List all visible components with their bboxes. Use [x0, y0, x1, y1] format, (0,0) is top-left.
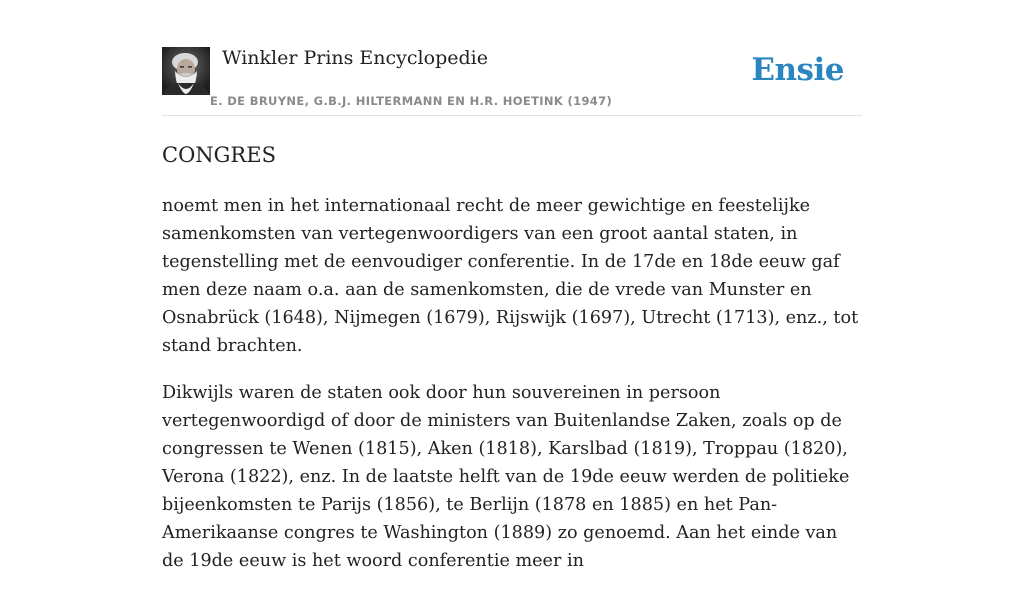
publication-header — [162, 46, 862, 116]
article-paragraph: Dikwijls waren de staten ook door hun souvereinen in persoon vertegenwoordigd of door de ministers van Buitenlandse Zaken, zoals op de congressen te Wenen (1815), Aken (1818), Karslbad (1819), Troppau (1820), Verona (1822), enz. In de laatste helft van de 19de eeuw werden de politieke bijeenkomsten te Parijs (1856), te Berlijn (1878 en 1885) en het Pan-Amerikaanse congres te Washington (1889) zo genoemd. Aan het einde van de 19de eeuw is het woord conferentie meer in — [162, 383, 850, 571]
article-body — [162, 192, 862, 594]
publication-title[interactable]: Winkler Prins Encyclopedie — [222, 47, 488, 69]
author-portrait-icon — [162, 47, 210, 95]
article-paragraph: noemt men in het internationaal recht de meer gewichtige en feestelijke samenkomsten van vertegenwoordigers van een groot aantal staten, in tegenstelling met de eenvoudiger conferentie. In de 17de en 18de eeuw gaf men deze naam o.a. aan de samenkomsten, die de vrede van Munster en Osnabrück (1648), Nijmegen (1679), Rijswijk (1697), Utrecht (1713), enz., tot stand brachten. — [162, 196, 859, 356]
publication-authors: E. DE BRUYNE, G.B.J. HILTERMANN EN H.R. HOETINK (1947) — [210, 94, 613, 108]
article-headword: CONGRES — [162, 143, 276, 167]
author-avatar[interactable] — [162, 47, 210, 95]
ensie-logo-link[interactable]: Ensie — [751, 52, 844, 88]
